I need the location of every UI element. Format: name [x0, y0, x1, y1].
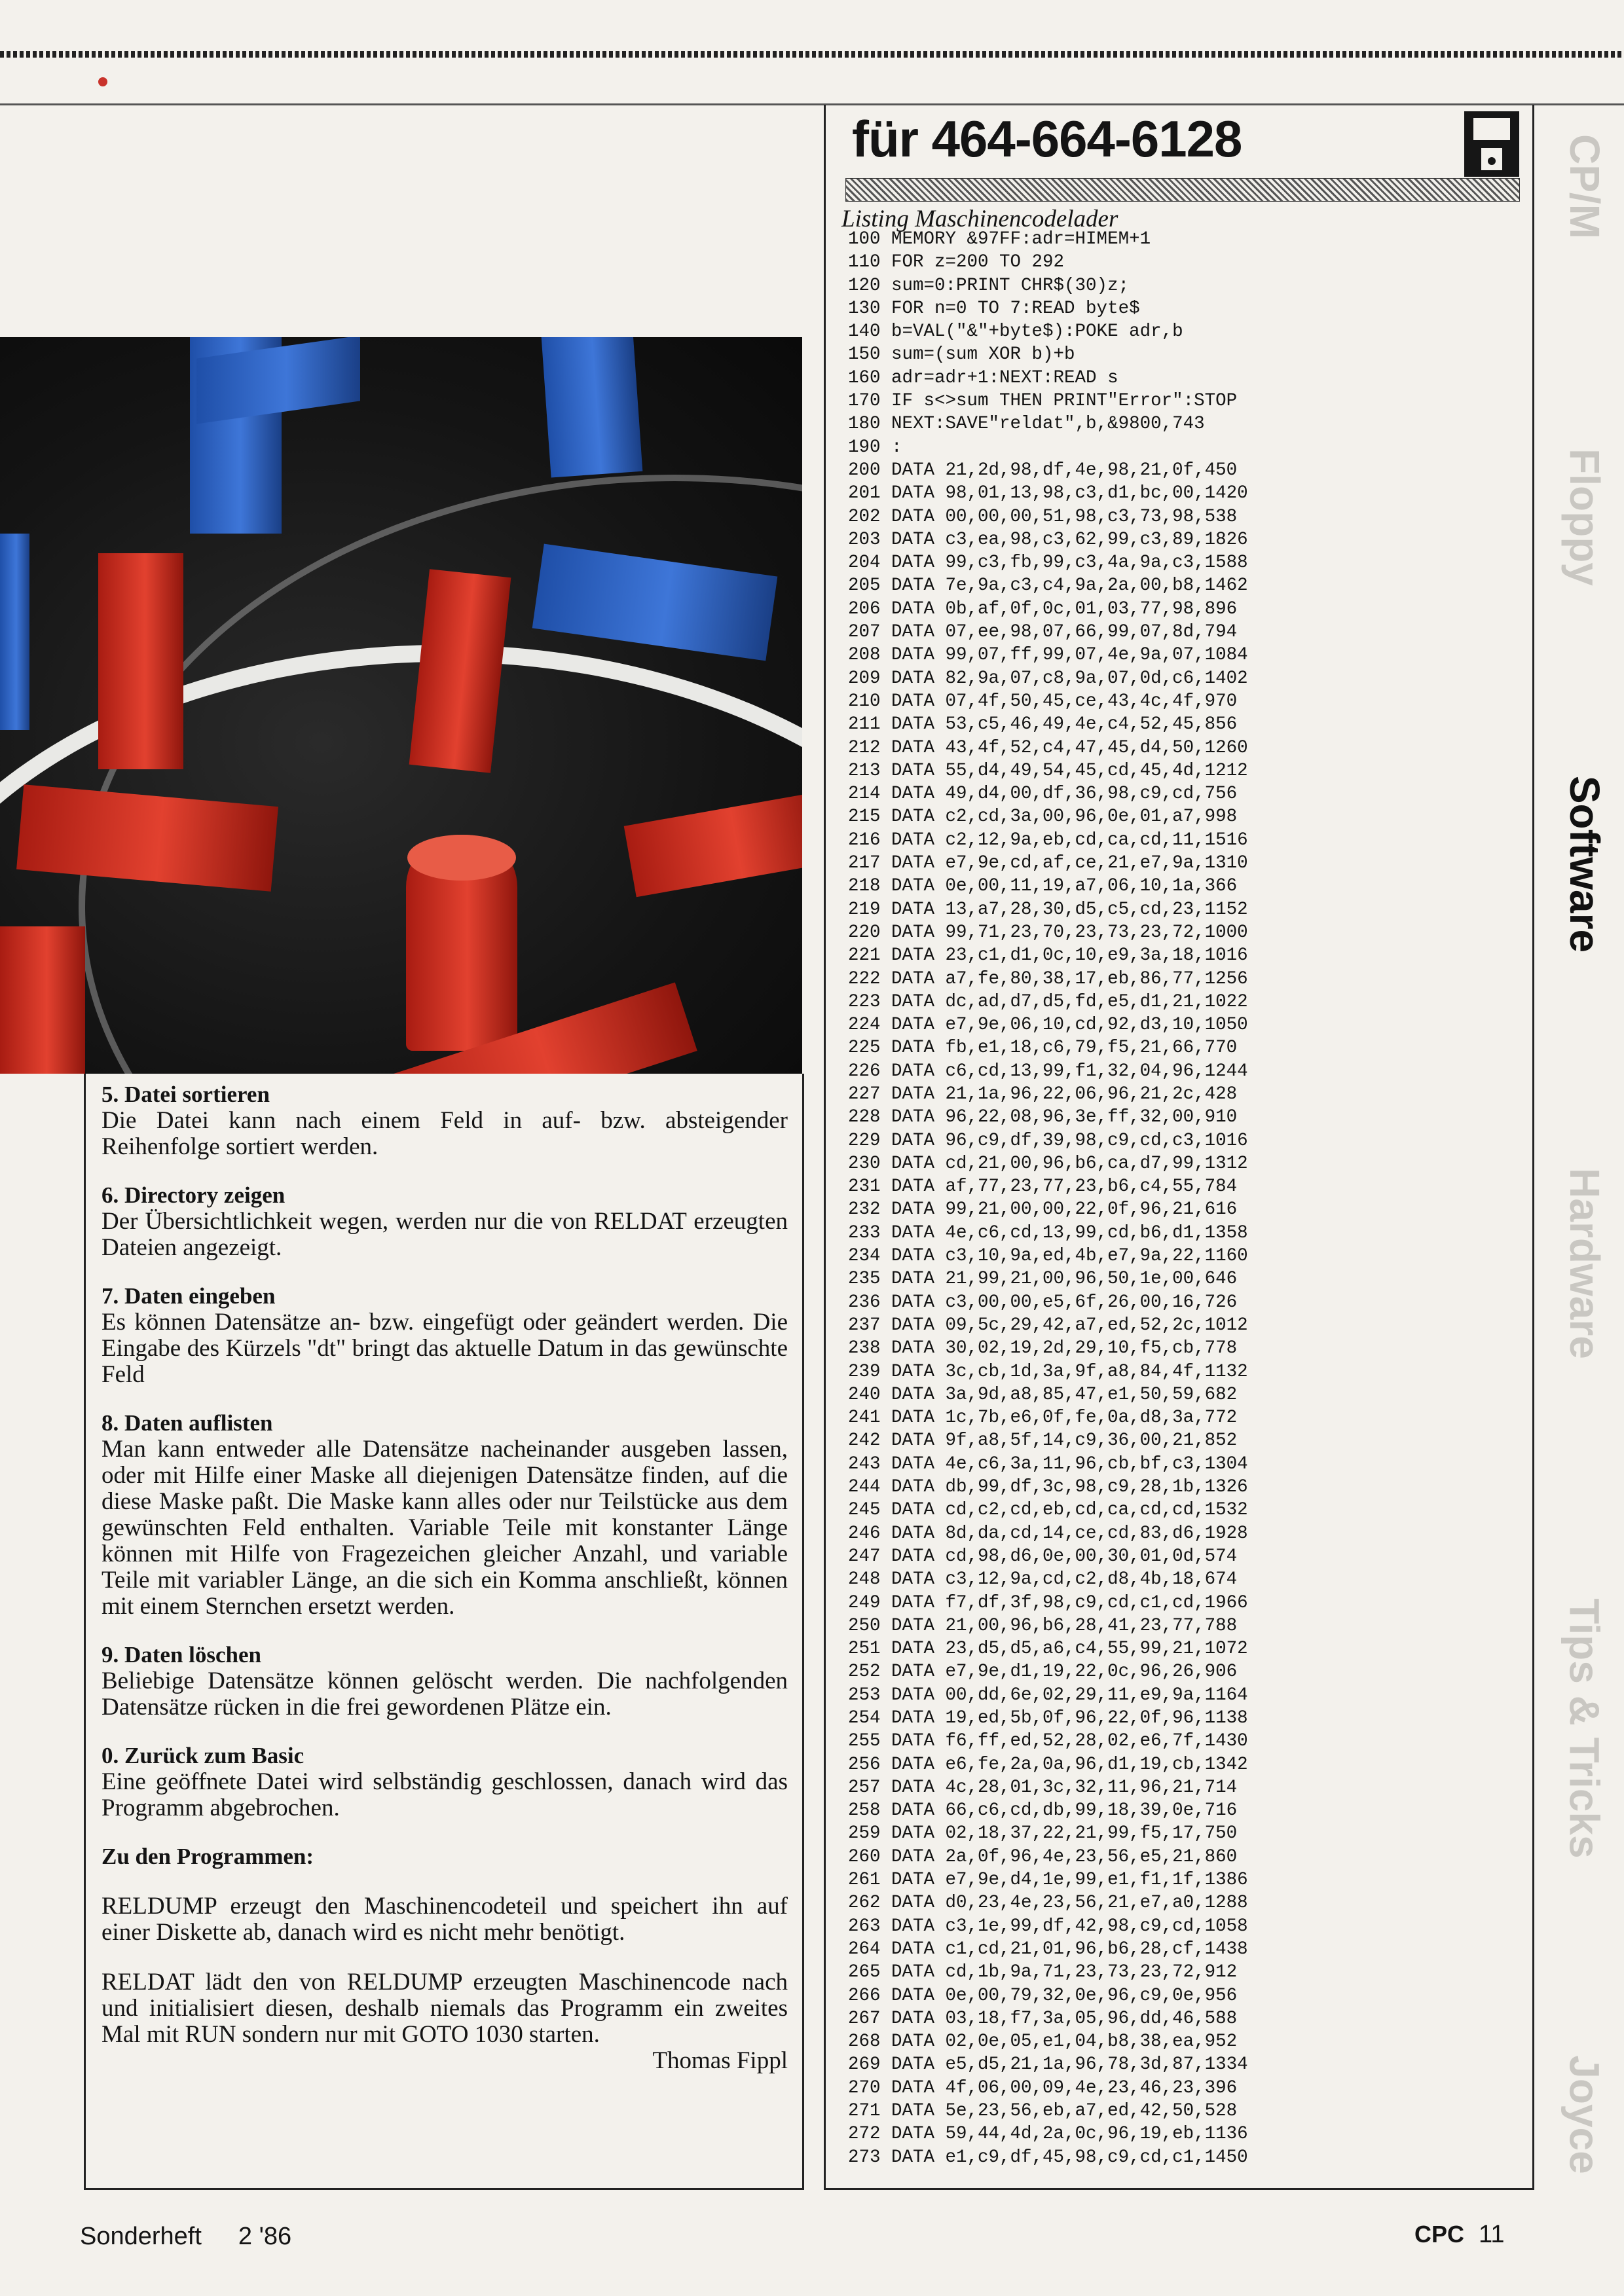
code-line: 260 DATA 2a,0f,96,4e,23,56,e5,21,860 [848, 1846, 1238, 1867]
floppy-disk-icon [1464, 111, 1519, 177]
code-line: 252 DATA e7,9e,d1,19,22,0c,96,26,906 [848, 1662, 1238, 1683]
code-line: 221 DATA 23,c1,d1,0c,10,e9,3a,18,1016 [848, 945, 1248, 966]
code-line: 140 b=VAL("&"+byte$):POKE adr,b [848, 321, 1183, 342]
section [101, 1642, 788, 1721]
code-line: 214 DATA 49,d4,00,df,36,98,c9,cd,756 [848, 784, 1238, 805]
blue-block [0, 534, 29, 730]
code-line: 271 DATA 5e,23,56,eb,a7,ed,42,50,528 [848, 2101, 1238, 2122]
section [101, 1182, 788, 1261]
code-line: 235 DATA 21,99,21,00,96,50,1e,00,646 [848, 1269, 1238, 1290]
blue-block [536, 337, 643, 477]
code-line: 218 DATA 0e,00,11,19,a7,06,10,1a,366 [848, 876, 1238, 897]
code-line: 232 DATA 99,21,00,00,22,0f,96,21,616 [848, 1199, 1238, 1220]
tab-joyce: Joyce [1561, 2055, 1608, 2174]
section-text: Es können Datensätze an- bzw. eingefügt oder geändert werden. Die Eingabe des Kürzels "dt" bringt das aktuelle Datum in das gewünschte Feld [101, 1309, 788, 1388]
code-line: 216 DATA c2,12,9a,eb,cd,ca,cd,11,1516 [848, 829, 1248, 850]
code-line: 259 DATA 02,18,37,22,21,99,f5,17,750 [848, 1823, 1238, 1844]
code-line: 222 DATA a7,fe,80,38,17,eb,86,77,1256 [848, 968, 1248, 989]
programs-text: RELDUMP erzeugt den Maschinencodeteil und speichert ihn auf einer Diskette ab, danach wird es nicht mehr benötigt. [101, 1893, 788, 1946]
section-heading: 0. Zurück zum Basic [101, 1743, 304, 1768]
code-line: 213 DATA 55,d4,49,54,45,cd,45,4d,1212 [848, 760, 1248, 781]
code-line: 246 DATA 8d,da,cd,14,ce,cd,83,d6,1928 [848, 1523, 1248, 1544]
description-column [84, 1074, 804, 2190]
code-line: 237 DATA 09,5c,29,42,a7,ed,52,2c,1012 [848, 1315, 1248, 1336]
programs-text: RELDAT lädt den von RELDUMP erzeugten Maschinencode nach und initialisiert diesen, deshalb niemals das Programm ein zweites Mal mit RUN sondern nur mit GOTO 1030 starten. [101, 1969, 788, 2048]
code-line: 201 DATA 98,01,13,98,c3,d1,bc,00,1420 [848, 483, 1248, 504]
code-line: 236 DATA c3,00,00,e5,6f,26,00,16,726 [848, 1292, 1238, 1313]
code-line: 208 DATA 99,07,ff,99,07,4e,9a,07,1084 [848, 645, 1248, 666]
code-line: 243 DATA 4e,c6,3a,11,96,cb,bf,c3,1304 [848, 1453, 1248, 1474]
code-line: 272 DATA 59,44,4d,2a,0c,96,19,eb,1136 [848, 2124, 1248, 2145]
code-line: 227 DATA 21,1a,96,22,06,96,21,2c,428 [848, 1084, 1238, 1104]
tab-tips-tricks: Tips & Tricks [1561, 1598, 1608, 1859]
top-dotted-rule [0, 51, 1624, 58]
blocks-photo [0, 337, 802, 1074]
code-line: 241 DATA 1c,7b,e6,0f,fe,0a,d8,3a,772 [848, 1408, 1238, 1429]
section [101, 1082, 788, 1160]
tab-cpm: CP/M [1561, 134, 1608, 239]
code-line: 230 DATA cd,21,00,96,b6,ca,d7,99,1312 [848, 1153, 1248, 1174]
code-line: 215 DATA c2,cd,3a,00,96,0e,01,a7,998 [848, 807, 1238, 828]
code-line: 273 DATA e1,c9,df,45,98,c9,cd,c1,1450 [848, 2147, 1248, 2168]
code-line: 250 DATA 21,00,96,b6,28,41,23,77,788 [848, 1615, 1238, 1636]
code-line: 253 DATA 00,dd,6e,02,29,11,e9,9a,1164 [848, 1685, 1248, 1705]
section-heading: 6. Directory zeigen [101, 1182, 286, 1208]
code-line: 100 MEMORY &97FF:adr=HIMEM+1 [848, 229, 1151, 249]
page-title: für 464-664-6128 [852, 110, 1242, 168]
code-line: 210 DATA 07,4f,50,45,ce,43,4c,4f,970 [848, 691, 1238, 712]
code-line: 251 DATA 23,d5,d5,a6,c4,55,99,21,1072 [848, 1639, 1248, 1660]
footer-publication [80, 2223, 291, 2251]
red-dot-marker [98, 77, 107, 86]
code-line: 204 DATA 99,c3,fb,99,c3,4a,9a,c3,1588 [848, 553, 1248, 574]
code-line: 249 DATA f7,df,3f,98,c9,cd,c1,cd,1966 [848, 1592, 1248, 1613]
code-line: 254 DATA 19,ed,5b,0f,96,22,0f,96,1138 [848, 1708, 1248, 1728]
code-line: 228 DATA 96,22,08,96,3e,ff,32,00,910 [848, 1107, 1238, 1128]
code-line: 267 DATA 03,18,f7,3a,05,96,dd,46,588 [848, 2008, 1238, 2029]
listing-title: Listing Maschinencodelader [841, 206, 1118, 232]
listing-column [824, 105, 1534, 2190]
code-listing [848, 228, 1522, 2169]
code-line: 160 adr=adr+1:NEXT:READ s [848, 367, 1118, 388]
code-line: 244 DATA db,99,df,3c,98,c9,28,1b,1326 [848, 1477, 1248, 1498]
code-line: 170 IF s<>sum THEN PRINT"Error":STOP [848, 391, 1238, 412]
code-line: 245 DATA cd,c2,cd,eb,cd,ca,cd,cd,1532 [848, 1500, 1248, 1521]
code-line: 229 DATA 96,c9,df,39,98,c9,cd,c3,1016 [848, 1130, 1248, 1151]
tab-floppy: Floppy [1561, 448, 1608, 586]
code-line: 242 DATA 9f,a8,5f,14,c9,36,00,21,852 [848, 1430, 1238, 1451]
programs-section [101, 1844, 788, 2074]
publication-name: Sonderheft [80, 2223, 202, 2250]
code-line: 261 DATA e7,9e,d4,1e,99,e1,f1,1f,1386 [848, 1870, 1248, 1891]
code-line: 247 DATA cd,98,d6,0e,00,30,01,0d,574 [848, 1546, 1238, 1567]
header-screen-band [845, 178, 1520, 202]
code-line: 255 DATA f6,ff,ed,52,28,02,e6,7f,1430 [848, 1731, 1248, 1752]
code-line: 238 DATA 30,02,19,2d,29,10,f5,cb,778 [848, 1338, 1238, 1359]
code-line: 190 : [848, 437, 902, 458]
code-line: 268 DATA 02,0e,05,e1,04,b8,38,ea,952 [848, 2032, 1238, 2052]
brand-logo: CPC [1414, 2221, 1465, 2248]
code-line: 240 DATA 3a,9d,a8,85,47,e1,50,59,682 [848, 1384, 1238, 1405]
section [101, 1283, 788, 1388]
section-heading: Zu den Programmen: [101, 1844, 314, 1869]
code-line: 203 DATA c3,ea,98,c3,62,99,c3,89,1826 [848, 529, 1248, 550]
section [101, 1743, 788, 1821]
section-text: Der Übersichtlichkeit wegen, werden nur die von RELDAT erzeugten Dateien angezeigt. [101, 1208, 788, 1261]
code-line: 256 DATA e6,fe,2a,0a,96,d1,19,cb,1342 [848, 1754, 1248, 1775]
code-line: 258 DATA 66,c6,cd,db,99,18,39,0e,716 [848, 1800, 1238, 1821]
section-text: Eine geöffnete Datei wird selbständig geschlossen, danach wird das Programm abgebrochen. [101, 1768, 788, 1821]
code-line: 226 DATA c6,cd,13,99,f1,32,04,96,1244 [848, 1061, 1248, 1082]
page-number: 11 [1479, 2221, 1505, 2248]
code-line: 130 FOR n=0 TO 7:READ byte$ [848, 298, 1140, 319]
code-line: 200 DATA 21,2d,98,df,4e,98,21,0f,450 [848, 460, 1238, 481]
section-text: Die Datei kann nach einem Feld in auf- bzw. absteigender Reihenfolge sortiert werden. [101, 1107, 788, 1160]
code-line: 265 DATA cd,1b,9a,71,23,73,23,72,912 [848, 1962, 1238, 1983]
code-line: 202 DATA 00,00,00,51,98,c3,73,98,538 [848, 506, 1238, 527]
code-line: 211 DATA 53,c5,46,49,4e,c4,52,45,856 [848, 714, 1238, 735]
code-line: 224 DATA e7,9e,06,10,cd,92,d3,10,1050 [848, 1015, 1248, 1036]
code-line: 233 DATA 4e,c6,cd,13,99,cd,b6,d1,1358 [848, 1222, 1248, 1243]
code-line: 212 DATA 43,4f,52,c4,47,45,d4,50,1260 [848, 737, 1248, 758]
section-heading: 9. Daten löschen [101, 1642, 262, 1667]
code-line: 248 DATA c3,12,9a,cd,c2,d8,4b,18,674 [848, 1569, 1238, 1590]
red-block [0, 926, 85, 1074]
code-line: 231 DATA af,77,23,77,23,b6,c4,55,784 [848, 1176, 1238, 1197]
code-line: 264 DATA c1,cd,21,01,96,b6,28,cf,1438 [848, 1939, 1248, 1959]
code-line: 150 sum=(sum XOR b)+b [848, 344, 1075, 365]
section [101, 1410, 788, 1620]
section-text: Man kann entweder alle Datensätze nacheinander ausgeben lassen, oder mit Hilfe einer Maske all diejenigen Datensätze finden, auf die diese Maske paßt. Die Maske kann alles oder nur Teilstücke aus dem gewünschten Feld enthalten. Variable Teile mit konstanter Länge können mit Hilfe von Fragezeichen gleicher Anzahl, und variable Teile mit variabler Länge, an die sich ein Komma anschließt, können mit einem Sternchen ersetzt werden. [101, 1436, 788, 1620]
tab-hardware: Hardware [1561, 1168, 1608, 1359]
code-line: 220 DATA 99,71,23,70,23,73,23,72,1000 [848, 922, 1248, 943]
code-line: 269 DATA e5,d5,21,1a,96,78,3d,87,1334 [848, 2054, 1248, 2075]
code-line: 263 DATA c3,1e,99,df,42,98,c9,cd,1058 [848, 1916, 1248, 1937]
code-line: 205 DATA 7e,9a,c3,c4,9a,2a,00,b8,1462 [848, 575, 1248, 596]
issue-number: 2 '86 [238, 2223, 292, 2250]
section-text: Beliebige Datensätze können gelöscht werden. Die nachfolgenden Datensätze rücken in die frei gewordenen Plätze ein. [101, 1667, 788, 1721]
section-heading: 5. Datei sortieren [101, 1082, 270, 1107]
code-line: 234 DATA c3,10,9a,ed,4b,e7,9a,22,1160 [848, 1246, 1248, 1267]
code-line: 206 DATA 0b,af,0f,0c,01,03,77,98,896 [848, 598, 1238, 619]
author-name: Thomas Fippl [652, 2047, 788, 2074]
code-line: 217 DATA e7,9e,cd,af,ce,21,e7,9a,1310 [848, 853, 1248, 874]
code-line: 180 NEXT:SAVE"reldat",b,&9800,743 [848, 414, 1205, 435]
section-heading: 7. Daten eingeben [101, 1283, 276, 1309]
code-line: 219 DATA 13,a7,28,30,d5,c5,cd,23,1152 [848, 899, 1248, 920]
section-heading: 8. Daten auflisten [101, 1410, 273, 1436]
code-line: 223 DATA dc,ad,d7,d5,fd,e5,d1,21,1022 [848, 991, 1248, 1012]
code-line: 225 DATA fb,e1,18,c6,79,f5,21,66,770 [848, 1038, 1238, 1059]
code-line: 110 FOR z=200 TO 292 [848, 252, 1065, 273]
tab-software: Software [1561, 775, 1608, 953]
footer-page [1414, 2221, 1504, 2249]
code-line: 207 DATA 07,ee,98,07,66,99,07,8d,794 [848, 622, 1238, 643]
code-line: 270 DATA 4f,06,00,09,4e,23,46,23,396 [848, 2077, 1238, 2098]
code-line: 266 DATA 0e,00,79,32,0e,96,c9,0e,956 [848, 1985, 1238, 2006]
red-block [98, 553, 183, 769]
code-line: 120 sum=0:PRINT CHR$(30)z; [848, 275, 1130, 296]
code-line: 257 DATA 4c,28,01,3c,32,11,96,21,714 [848, 1777, 1238, 1798]
code-line: 209 DATA 82,9a,07,c8,9a,07,0d,c6,1402 [848, 668, 1248, 689]
code-line: 239 DATA 3c,cb,1d,3a,9f,a8,84,4f,1132 [848, 1361, 1248, 1382]
code-line: 262 DATA d0,23,4e,23,56,21,e7,a0,1288 [848, 1893, 1248, 1914]
